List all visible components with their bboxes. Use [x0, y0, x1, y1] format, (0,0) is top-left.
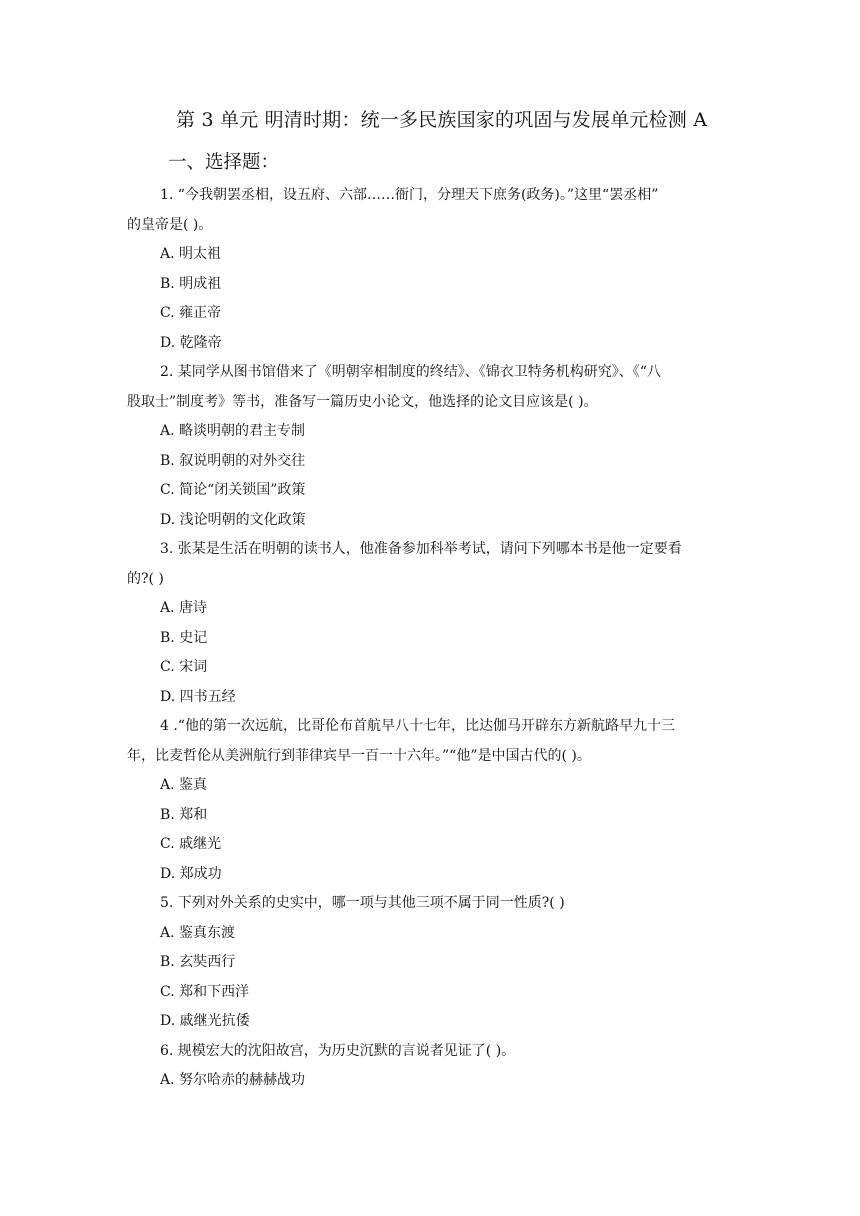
question-4-option: A. 鉴真: [160, 777, 208, 793]
question-4-option: D. 郑成功: [160, 866, 222, 882]
question-4-stem-line: 4 .“他的第一次远航，比哥伦布首航早八十七年，比达伽马开辟东方新航路早九十三: [160, 718, 675, 734]
question-2-stem-line: 股取士”制度考》等书，准备写一篇历史小论文，他选择的论文目应该是( )。: [127, 394, 598, 410]
question-3-option: C. 宋词: [160, 659, 208, 675]
question-5-option: B. 玄奘西行: [160, 954, 236, 970]
question-2-option: C. 简论“闭关锁国”政策: [160, 482, 306, 498]
question-5-option: C. 郑和下西洋: [160, 984, 250, 1000]
question-3-option: D. 四书五经: [160, 689, 236, 705]
question-3-stem-line: 的?( ): [127, 571, 164, 587]
question-4-option: C. 戚继光: [160, 836, 222, 852]
question-3-option: B. 史记: [160, 630, 208, 646]
question-2-option: A. 略谈明朝的君主专制: [160, 423, 306, 439]
question-2-stem-line: 2. 某同学从图书馆借来了《明朝宰相制度的终结》、《锦衣卫特务机构研究》、《“八: [160, 364, 661, 380]
question-1-option: C. 雍正帝: [160, 305, 222, 321]
question-5-option: D. 戚继光抗倭: [160, 1013, 250, 1029]
question-3-option: A. 唐诗: [160, 600, 208, 616]
document-title: 第 3 单元 明清时期：统一多民族国家的巩固与发展单元检测 A: [176, 109, 708, 131]
question-1-stem-line: 1. “今我朝罢丞相，设五府、六部……衙门，分理天下庶务(政务)。”这里“罢丞相”: [160, 187, 659, 203]
question-6-stem-line: 6. 规模宏大的沈阳故宫，为历史沉默的言说者见证了( )。: [160, 1043, 516, 1059]
question-6-option: A. 努尔哈赤的赫赫战功: [160, 1072, 306, 1088]
question-2-option: D. 浅论明朝的文化政策: [160, 512, 306, 528]
question-5-stem-line: 5. 下列对外关系的史实中，哪一项与其他三项不属于同一性质?( ): [160, 895, 565, 911]
question-3-stem-line: 3. 张某是生活在明朝的读书人，他准备参加科举考试，请问下列哪本书是他一定要看: [160, 541, 682, 557]
question-1-option: B. 明成祖: [160, 276, 222, 292]
question-2-option: B. 叙说明朝的对外交往: [160, 453, 306, 469]
question-5-option: A. 鉴真东渡: [160, 925, 236, 941]
section-heading: 一、选择题：: [168, 152, 280, 173]
question-1-stem-line: 的皇帝是( )。: [127, 217, 213, 233]
question-4-option: B. 郑和: [160, 807, 208, 823]
question-1-option: A. 明太祖: [160, 246, 222, 262]
question-4-stem-line: 年，比麦哲伦从美洲航行到菲律宾早一百一十六年。”“他”是中国古代的( )。: [127, 748, 591, 764]
question-1-option: D. 乾隆帝: [160, 335, 222, 351]
